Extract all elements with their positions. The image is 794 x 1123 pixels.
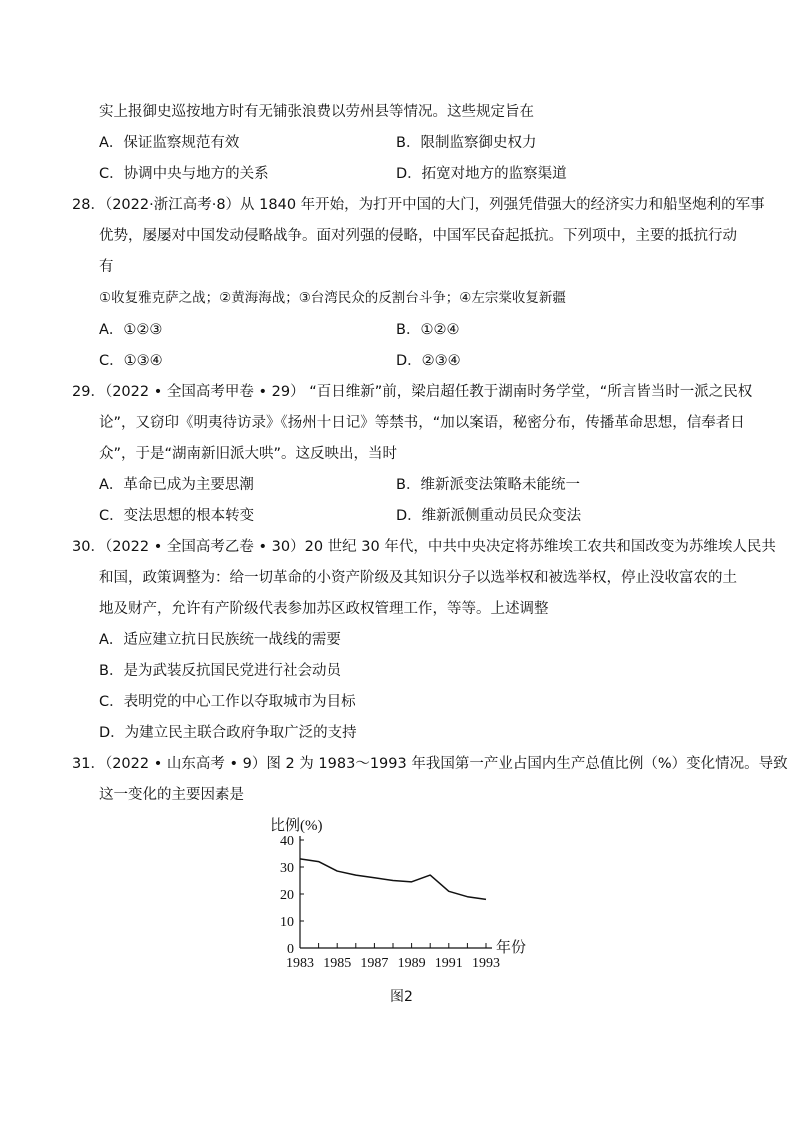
q28-option-d[interactable]: D．②③④: [396, 353, 461, 369]
q27-option-c[interactable]: C．协调中央与地方的关系: [99, 166, 269, 182]
q30-option-b[interactable]: B．是为武装反抗国民党进行社会动员: [99, 663, 341, 679]
q31-stem-line-2: 这一变化的主要因素是: [99, 787, 244, 803]
q31-stem-line-1: 31．（2022 • 山东高考 • 9）图 2 为 1983～1993 年我国第一产业占国内生产总值比例（%）变化情况。导致: [72, 756, 788, 772]
x-tick-label: 1985: [323, 956, 352, 971]
x-tick-label: 1983: [286, 956, 314, 971]
q29-option-c[interactable]: C．变法思想的根本转变: [99, 508, 255, 524]
q30-option-d[interactable]: D．为建立民主联合政府争取广泛的支持: [99, 725, 357, 741]
q30-stem-line-1: 30．（2022 • 全国高考乙卷 • 30）20 世纪 30 年代，中共中央决定将苏维埃工农共和国改变为苏维埃人民共: [72, 539, 776, 555]
q27-option-a[interactable]: A．保证监察规范有效: [99, 135, 240, 151]
q27-option-d[interactable]: D．拓宽对地方的监察渠道: [396, 166, 567, 182]
x-tick-label: 1993: [472, 956, 500, 971]
figure-caption: 图2: [390, 989, 413, 1005]
y-tick-label: 20: [280, 888, 294, 903]
q28-option-b[interactable]: B．①②④: [396, 322, 460, 338]
q29-stem-line-2: 论”，又窃印《明夷待访录》《扬州十日记》等禁书，“加以案语，秘密分布，传播革命思想，信奉者日: [99, 415, 745, 431]
q27-option-b[interactable]: B．限制监察御史权力: [396, 135, 537, 151]
x-tick-label: 1989: [397, 956, 426, 971]
y-tick-label: 10: [280, 915, 294, 930]
q28-stem-line-3: 有: [99, 259, 114, 275]
q29-option-a[interactable]: A．革命已成为主要思潮: [99, 477, 254, 493]
q29-stem-line-1: 29．（2022 • 全国高考甲卷 • 29） “百日维新”前，梁启超任教于湖南时务学堂，“所言皆当时一派之民权: [72, 384, 753, 400]
x-tick-label: 1991: [434, 956, 463, 971]
y-tick-label: 40: [280, 834, 294, 849]
q28-stem-line-1: 28．（2022·浙江高考·8）从 1840 年开始，为打开中国的大门，列强凭借强大的经济实力和船坚炮利的军事: [72, 197, 765, 213]
q28-option-c[interactable]: C．①③④: [99, 353, 163, 369]
q30-option-c[interactable]: C．表明党的中心工作以夺取城市为目标: [99, 694, 356, 710]
q30-option-a[interactable]: A．适应建立抗日民族统一战线的需要: [99, 632, 341, 648]
q29-option-d[interactable]: D．维新派侧重动员民众变法: [396, 508, 582, 524]
q29-stem-line-3: 众”，于是“湖南新旧派大哄”。这反映出，当时: [99, 446, 398, 462]
q30-stem-line-2: 和国，政策调整为：给一切革命的小资产阶级及其知识分子以选举权和被选举权，停止没收富农的土: [99, 570, 737, 586]
x-axis-label: 年份: [496, 940, 527, 956]
y-tick-label: 0: [287, 942, 294, 957]
q29-option-b[interactable]: B．维新派变法策略未能统一: [396, 477, 580, 493]
q28-items: ①收复雅克萨之战；②黄海海战；③台湾民众的反割台斗争；④左宗棠收复新疆: [99, 290, 566, 306]
q28-stem-line-2: 优势，屡屡对中国发动侵略战争。面对列强的侵略，中国军民奋起抵抗。下列项中，主要的抵抗行动: [99, 228, 737, 244]
x-tick-label: 1987: [360, 956, 389, 971]
q27-continuation: 实上报御史巡按地方时有无铺张浪费以劳州县等情况。这些规定旨在: [99, 104, 534, 120]
line-chart: [262, 816, 542, 976]
q30-stem-line-3: 地及财产，允许有产阶级代表参加苏区政权管理工作，等等。上述调整: [99, 601, 549, 617]
y-axis-label: 比例(%): [270, 818, 323, 834]
q28-option-a[interactable]: A．①②③: [99, 322, 163, 338]
y-tick-label: 30: [280, 861, 294, 876]
series-line: [300, 859, 486, 900]
